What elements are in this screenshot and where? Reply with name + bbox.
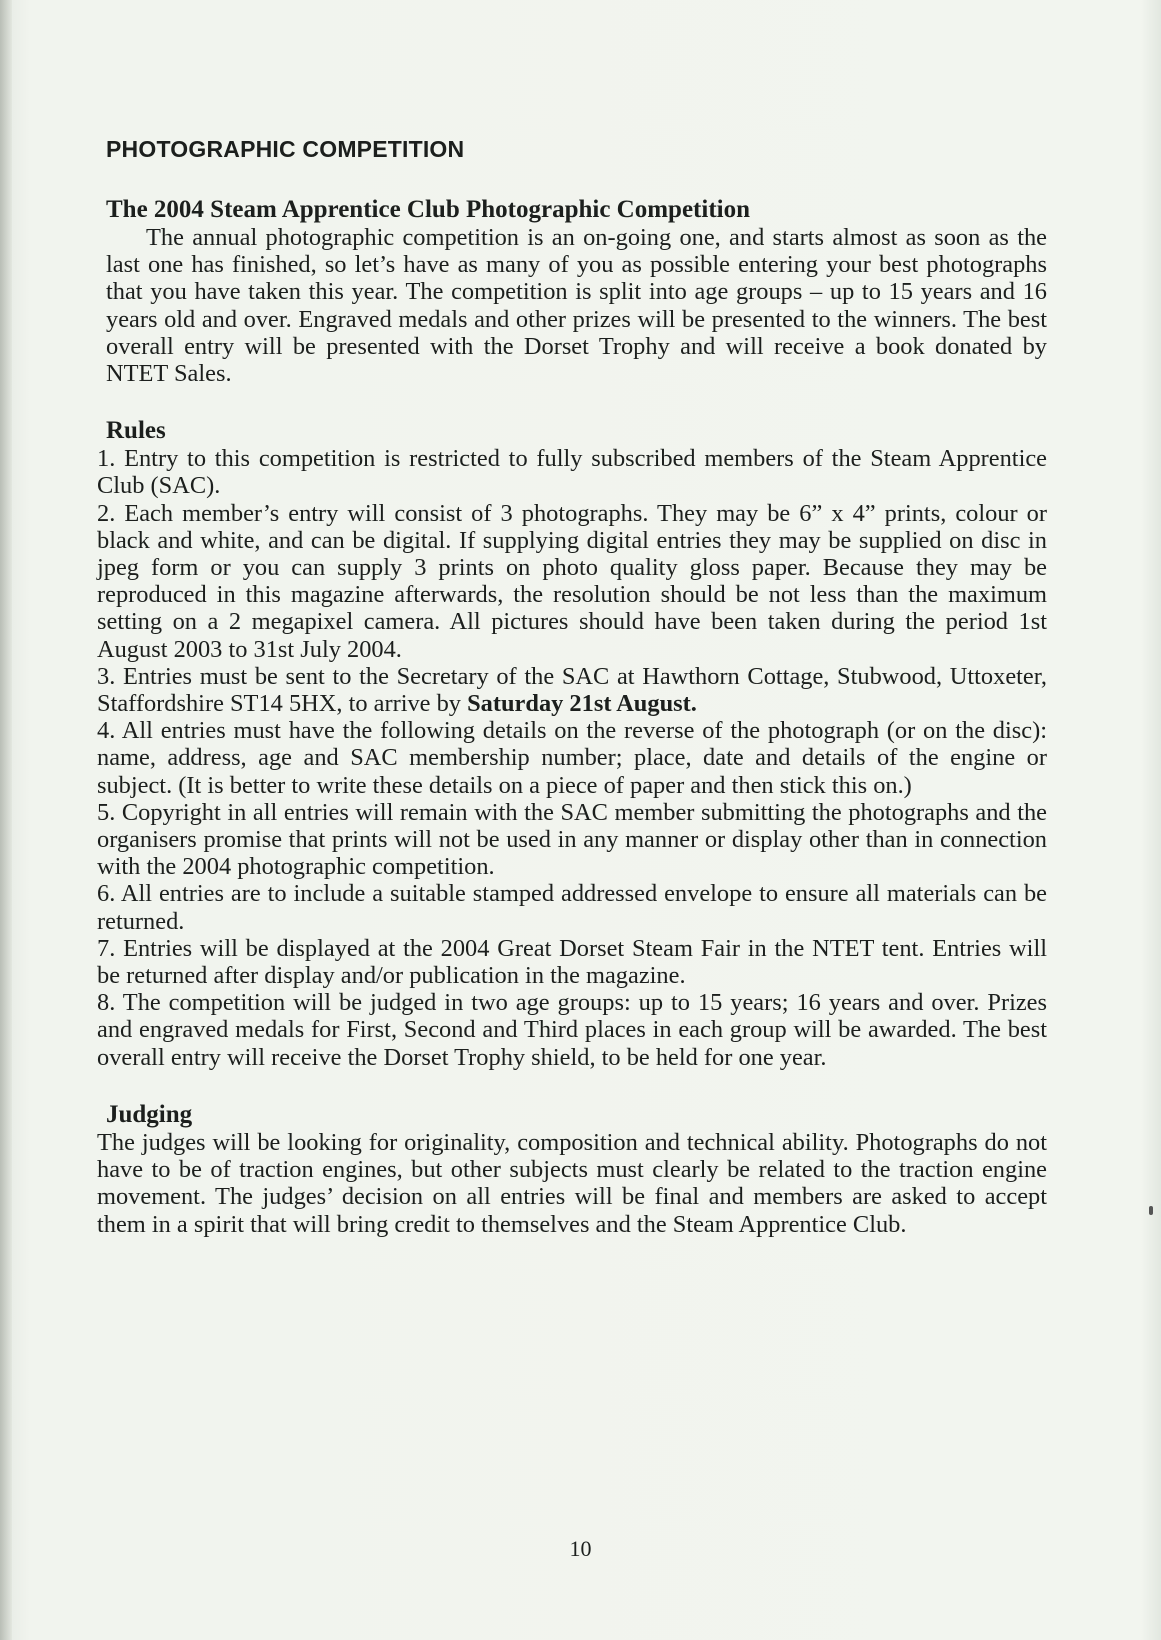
judging-heading: Judging — [106, 1100, 193, 1128]
article-column — [97, 126, 1047, 1238]
page-edge-shadow — [1141, 0, 1161, 1640]
rule-item: 7. Entries will be displayed at the 2004 Great Dorset Steam Fair in the NTET tent. Entries will be returned after display and/or publication in the magazine. — [97, 934, 1047, 990]
section-heading: PHOTOGRAPHIC COMPETITION — [106, 136, 465, 162]
intro-paragraph: The annual photographic competition is an on-going one, and starts almost as soon as the last one has finished, so let’s have as many of you as possible entering your best photographs that you have taken this year. The competition is split into age groups – up to 15 years and 16 years old and over. Engraved medals and other prizes will be presented to the winners. The best overall entry will be presented with the Dorset Trophy and will receive a book donated by NTET Sales. — [106, 224, 1047, 388]
rule-item: 8. The competition will be judged in two age groups: up to 15 years; 16 years and over. Prizes and engraved medals for First, Second and Third places in each group will be awarded. The best overall entry will receive the Dorset Trophy shield, to be held for one year. — [97, 989, 1047, 1071]
rule-3-text: 3. Entries must be sent to the Secretary of the SAC at Hawthorn Cottage, Stubwood, Uttoxeter, Staffordshire ST14 5HX, to arrive by — [97, 662, 1047, 718]
rules-list — [97, 445, 1047, 1071]
rule-3-deadline: Saturday 21st August. — [467, 690, 697, 718]
rule-item: 2. Each member’s entry will consist of 3 photographs. They may be 6” x 4” prints, colour or black and white, and can be digital. If supplying digital entries they may be supplied on disc in jpeg form or you can supply 3 prints on photo quality gloss paper. Because they may be reproduced in this magazine afterwards, the resolution should be not less than the maximum setting on a 2 megapixel camera. All pictures should have been taken during the period 1st August 2003 to 31st July 2004. — [97, 499, 1047, 663]
judging-paragraph: The judges will be looking for originality, composition and technical ability. Photographs do not have to be of traction engines, but other subjects must clearly be related to the traction engine movement. The judges’ decision on all entries will be final and members are asked to accept them in a spirit that will bring credit to themselves and the Steam Apprentice Club. — [97, 1128, 1047, 1238]
page-number: 10 — [569, 1536, 592, 1561]
rules-heading: Rules — [106, 417, 166, 445]
rule-item: 1. Entry to this competition is restricted to fully subscribed members of the Steam Apprentice Club (SAC). — [97, 445, 1047, 500]
rule-item-3 — [97, 663, 1047, 717]
scan-mark — [1149, 1206, 1153, 1215]
rule-item: 4. All entries must have the following details on the reverse of the photograph (or on the disc): name, address, age and SAC membership number; place, date and details of the engine or subject. (It is better to write these details on a piece of paper and then stick this on.) — [97, 717, 1047, 799]
page-spine-shadow — [0, 0, 12, 1640]
competition-title: The 2004 Steam Apprentice Club Photographic Competition — [106, 196, 750, 223]
rule-item: 5. Copyright in all entries will remain with the SAC member submitting the photographs and the organisers promise that prints will not be used in any manner or display other than in connection with the 2004 photographic competition. — [97, 798, 1047, 881]
rule-item: 6. All entries are to include a suitable stamped addressed envelope to ensure all materials can be returned. — [97, 880, 1047, 935]
